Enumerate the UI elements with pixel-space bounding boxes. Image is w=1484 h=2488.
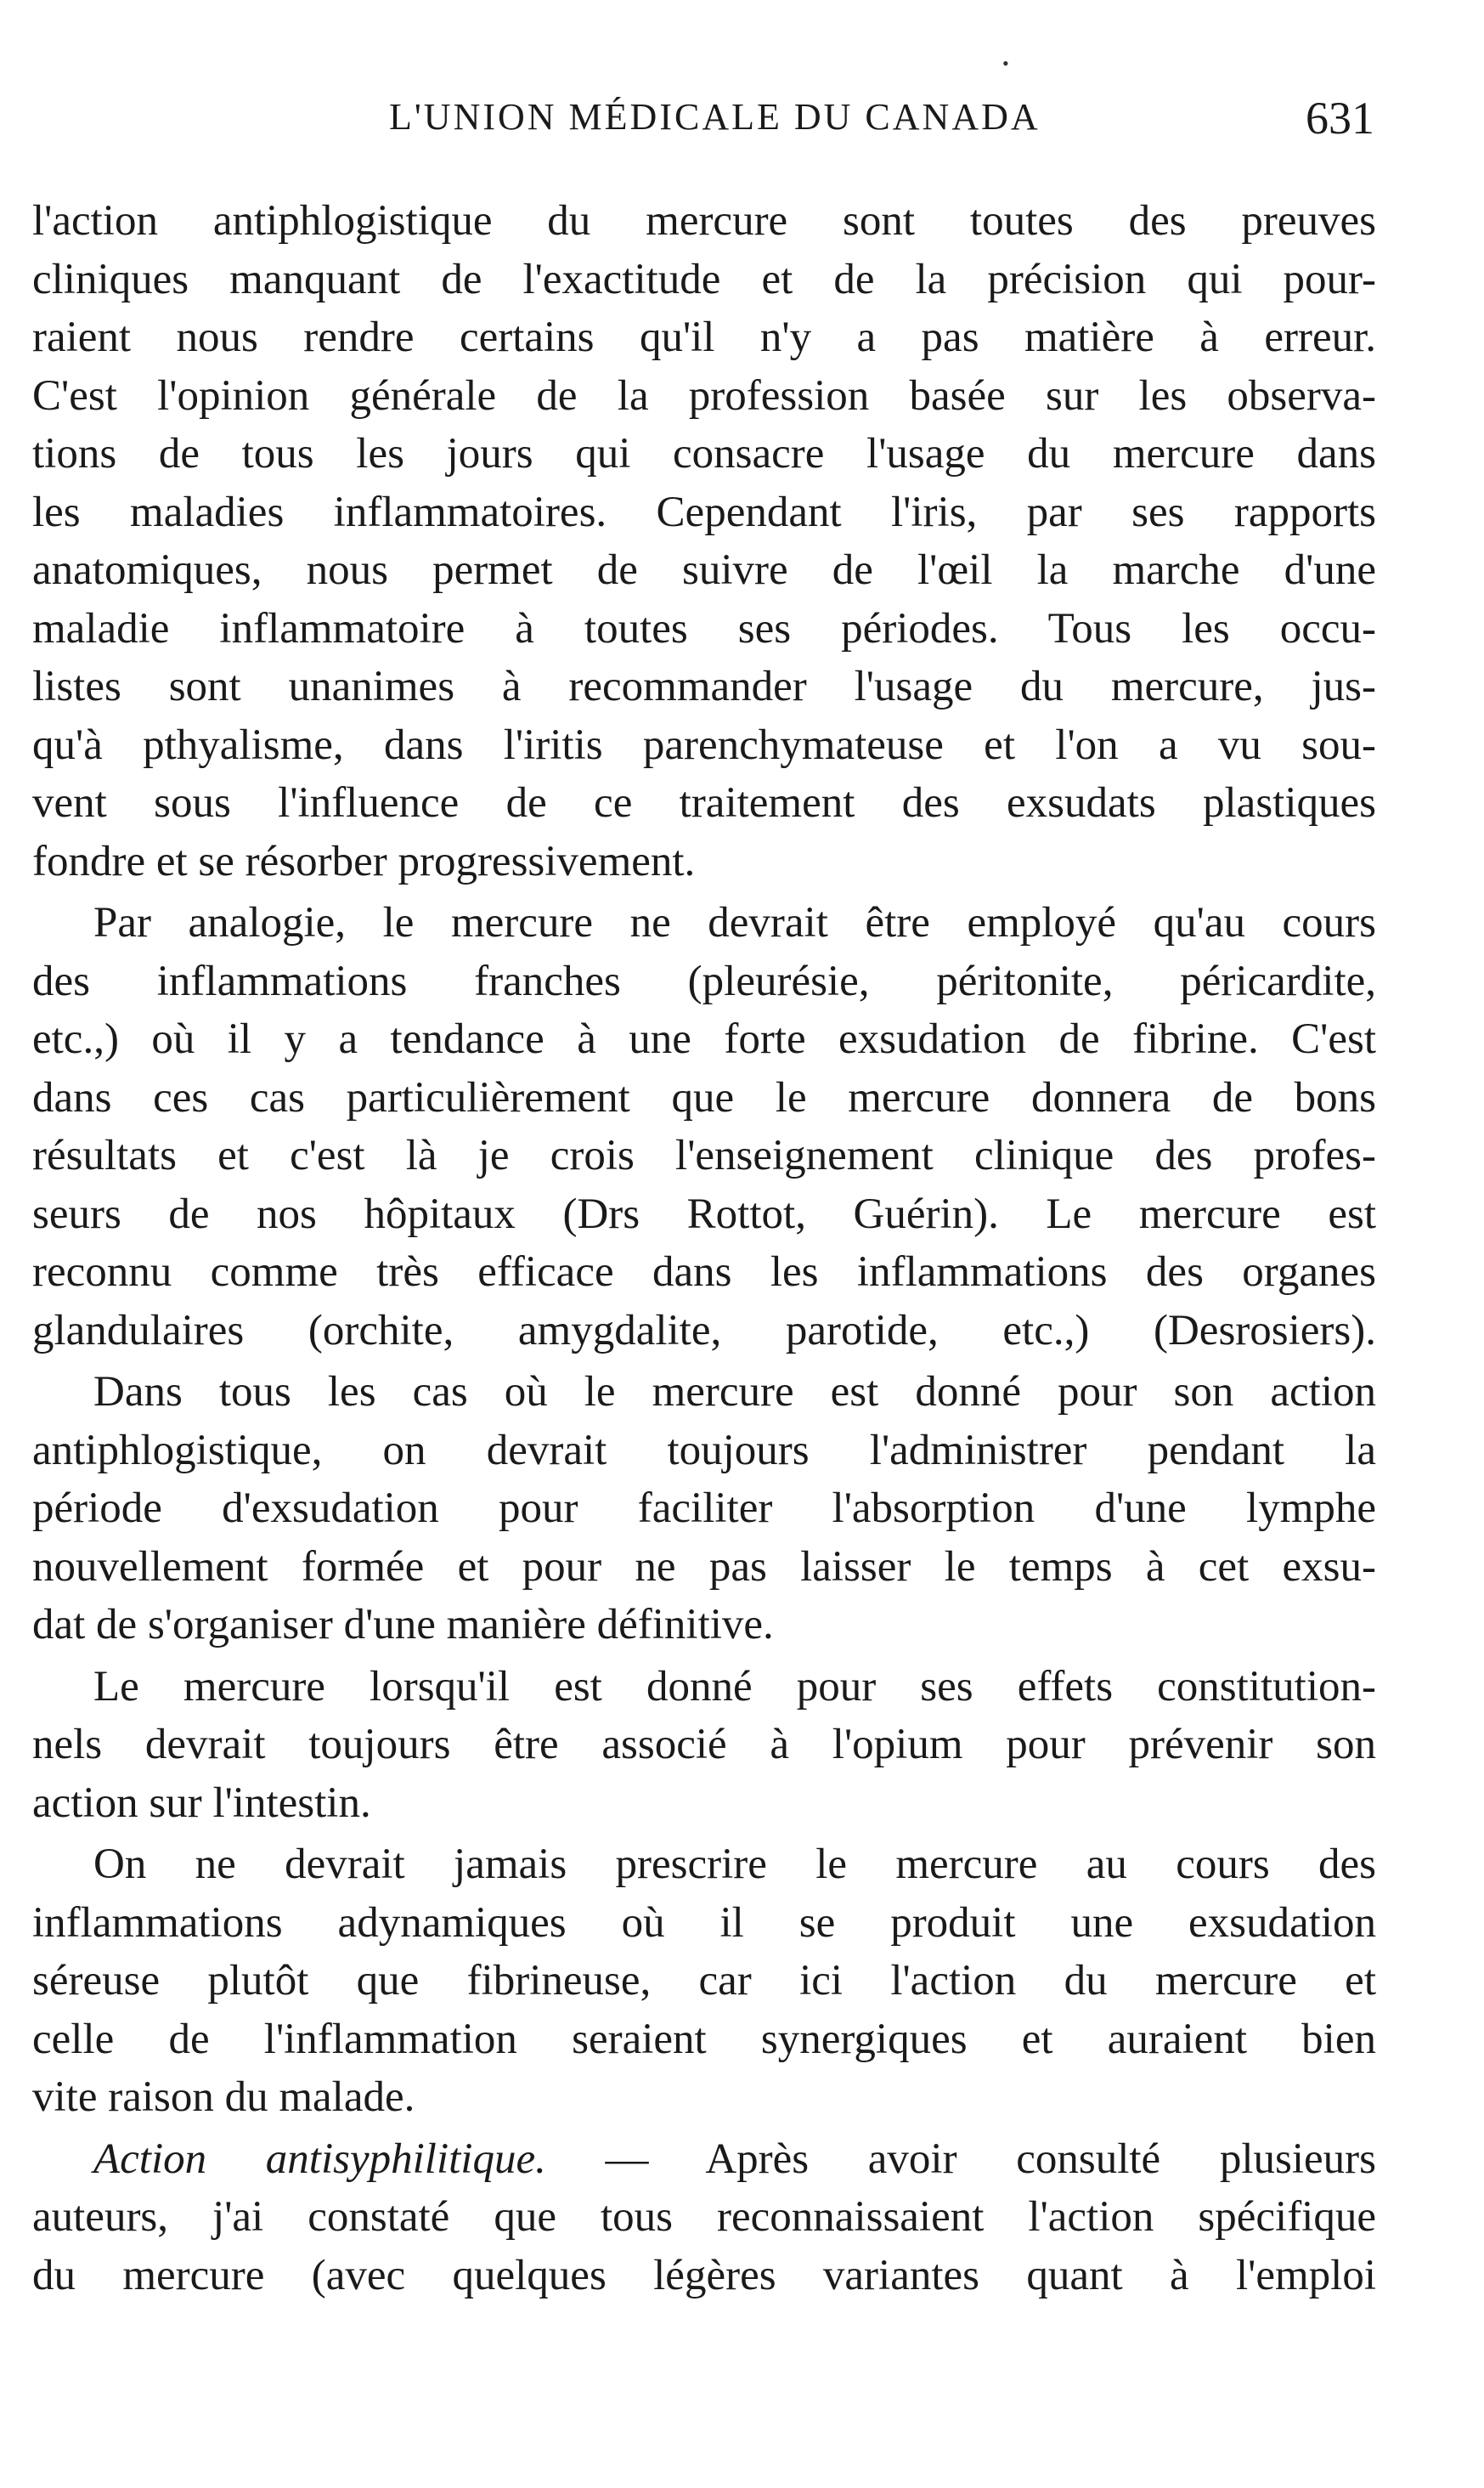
- text-line: des inflammations franches (pleurésie, péritonite, péricardite,: [32, 957, 1376, 1005]
- text-line: Par analogie, le mercure ne devrait être employé qu'au cours: [93, 899, 1376, 947]
- text-line: celle de l'inflammation seraient synergiques et auraient bien: [32, 2015, 1376, 2063]
- page-number: 631: [1306, 93, 1374, 144]
- section-heading: Action antisyphilitique.: [93, 2135, 546, 2183]
- text-line: cliniques manquant de l'exactitude et de la précision qui pour-: [32, 255, 1376, 303]
- text-line: glandulaires (orchite, amygdalite, parotide, etc.,) (Desrosiers).: [32, 1306, 1376, 1354]
- text-line: séreuse plutôt que fibrineuse, car ici l'action du mercure et: [32, 1957, 1376, 2005]
- text-line: les maladies inflammatoires. Cependant l'iris, par ses rapports: [32, 488, 1376, 536]
- text-line: reconnu comme très efficace dans les inflammations des organes: [32, 1248, 1376, 1296]
- text-line: qu'à pthyalisme, dans l'iritis parenchymateuse et l'on a vu sou-: [32, 721, 1376, 769]
- text-line: période d'exsudation pour faciliter l'absorption d'une lymphe: [32, 1484, 1376, 1532]
- paragraph: [32, 192, 1376, 891]
- text-line: listes sont unanimes à recommander l'usage du mercure, jus-: [32, 663, 1376, 710]
- text-line: [32, 2130, 1376, 2189]
- text-line: nouvellement formée et pour ne pas laisser le temps à cet exsu-: [32, 1542, 1376, 1591]
- paragraph: [32, 1835, 1376, 2127]
- text-line: Dans tous les cas où le mercure est donné pour son action: [93, 1368, 1376, 1416]
- paragraph: [32, 2130, 1376, 2305]
- text-line: antiphlogistique, on devrait toujours l'administrer pendant la: [32, 1426, 1376, 1474]
- paragraph: [32, 894, 1376, 1360]
- text-line: seurs de nos hôpitaux (Drs Rottot, Guérin). Le mercure est: [32, 1190, 1376, 1238]
- text-line: raient nous rendre certains qu'il n'y a pas matière à erreur.: [32, 314, 1376, 361]
- running-title: L'UNION MÉDICALE DU CANADA: [389, 96, 1041, 138]
- body-text: [32, 192, 1376, 2308]
- text-line: inflammations adynamiques où il se produit une exsudation: [32, 1898, 1376, 1947]
- paragraph: [32, 1363, 1376, 1654]
- text-line: l'action antiphlogistique du mercure sont toutes des preuves: [32, 197, 1376, 245]
- page-header: [32, 95, 1374, 155]
- text-line: résultats et c'est là je crois l'enseignement clinique des profes-: [32, 1132, 1376, 1179]
- text-line: tions de tous les jours qui consacre l'usage du mercure dans: [32, 430, 1376, 478]
- text-line: vent sous l'influence de ce traitement des exsudats plastiques: [32, 779, 1376, 827]
- text-line: du mercure (avec quelques légères variantes quant à l'emploi: [32, 2251, 1376, 2299]
- text-line: maladie inflammatoire à toutes ses périodes. Tous les occu-: [32, 604, 1376, 653]
- text-line: action sur l'intestin.: [32, 1778, 371, 1827]
- text-line: anatomiques, nous permet de suivre de l'œil la marche d'une: [32, 546, 1376, 594]
- text-line: nels devrait toujours être associé à l'opium pour prévenir son: [32, 1721, 1376, 1768]
- text-line: etc.,) où il y a tendance à une forte exsudation de fibrine. C'est: [32, 1015, 1376, 1063]
- text-line: Le mercure lorsqu'il est donné pour ses effets constitution-: [93, 1662, 1376, 1710]
- text-run: — Après avoir consulté plusieurs: [545, 2135, 1376, 2183]
- text-line: dans ces cas particulièrement que le mercure donnera de bons: [32, 1073, 1376, 1122]
- text-line: dat de s'organiser d'une manière définitive.: [32, 1601, 774, 1648]
- text-line: vite raison du malade.: [32, 2073, 415, 2121]
- paragraph: [32, 1658, 1376, 1833]
- text-line: C'est l'opinion générale de la profession basée sur les observa-: [32, 371, 1376, 420]
- text-line: auteurs, j'ai constaté que tous reconnaissaient l'action spécifique: [32, 2193, 1376, 2241]
- text-line: fondre et se résorber progressivement.: [32, 837, 696, 885]
- text-line: On ne devrait jamais prescrire le mercure au cours des: [93, 1841, 1376, 1888]
- speck-mark: •: [1002, 53, 1009, 74]
